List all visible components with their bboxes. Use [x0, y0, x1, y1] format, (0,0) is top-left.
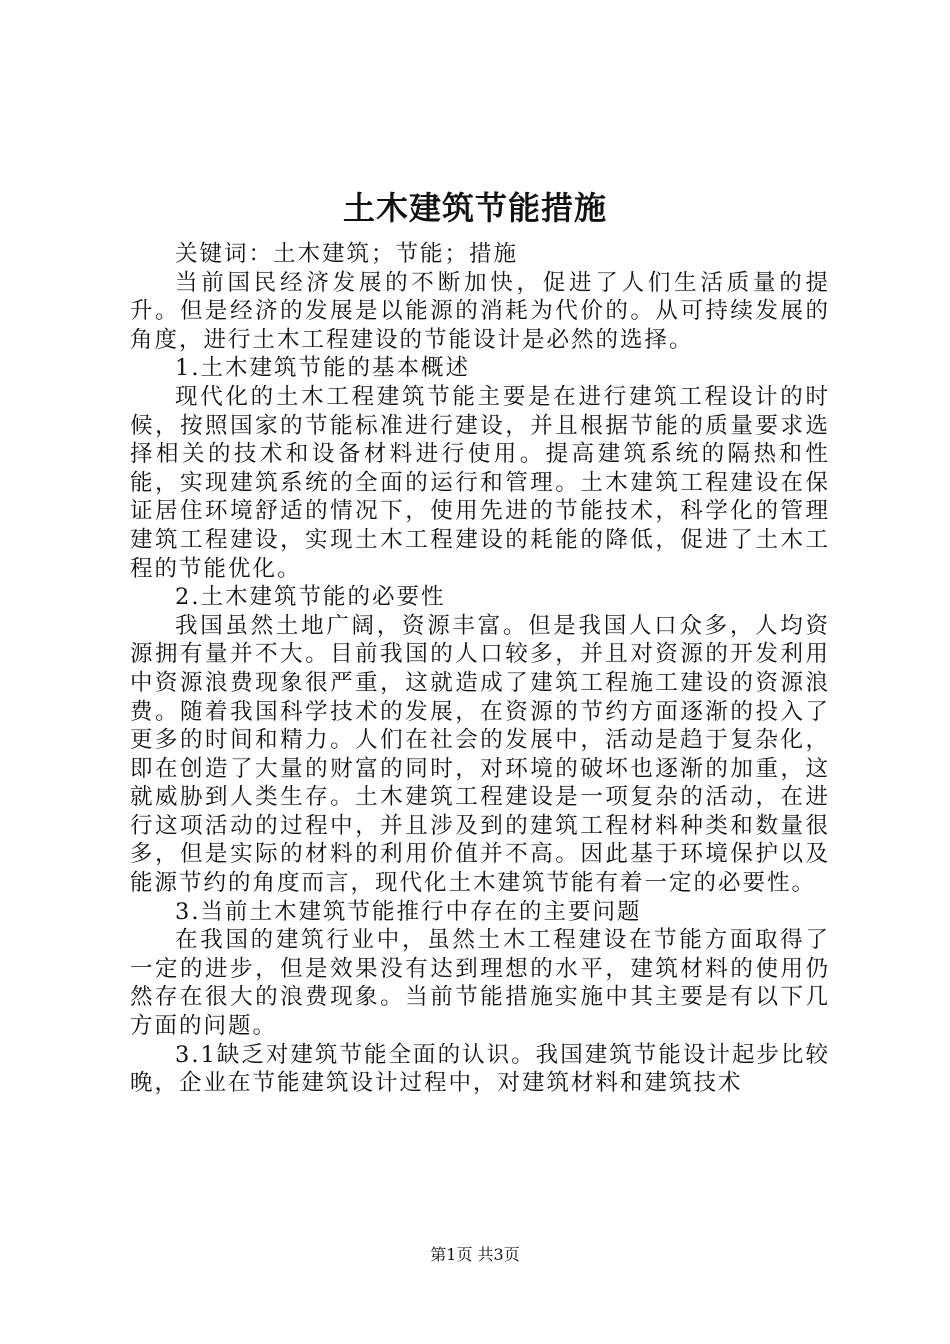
- page-number-footer: 第1页 共3页: [430, 1245, 520, 1264]
- keywords-paragraph: 关键词：土木建筑；节能；措施: [175, 241, 519, 267]
- section-3-1-paragraph: 3.1缺乏对建筑节能全面的认识。我国建筑节能设计起步比较晚，企业在节能建筑设计过程中，对建筑材料和建筑技术: [130, 1041, 830, 1097]
- section-2-paragraph: 我国虽然土地广阔，资源丰富。但是我国人口众多，人均资源拥有量并不大。目前我国的人口较多，并且对资源的开发利用中资源浪费现象很严重，这就造成了建筑工程施工建设的资源浪费。随着我国科学技术的发展，在资源的节约方面逐渐的投入了更多的时间和精力。人们在社会的发展中，活动是趋于复杂化，即在创造了大量的财富的同时，对环境的破坏也逐渐的加重，这就威胁到人类生存。土木建筑工程建设是一项复杂的活动，在进行这项活动的过程中，并且涉及到的建筑工程材料种类和数量很多，但是实际的材料的利用价值并不高。因此基于环境保护以及能源节约的角度而言，现代化土木建筑节能有着一定的必要性。: [130, 612, 830, 897]
- section-heading-1: 1.土木建筑节能的基本概述: [175, 355, 470, 382]
- document-body: [130, 240, 830, 1098]
- intro-paragraph: 当前国民经济发展的不断加快，促进了人们生活质量的提升。但是经济的发展是以能源的消耗为代价的。从可持续发展的角度，进行土木工程建设的节能设计是必然的选择。: [130, 269, 830, 353]
- section-1-paragraph: 现代化的土木工程建筑节能主要是在进行建筑工程设计的时候，按照国家的节能标准进行建设，并且根据节能的质量要求选择相关的技术和设备材料进行使用。提高建筑系统的隔热和性能，实现建筑系统的全面的运行和管理。土木建筑工程建设在保证居住环境舒适的情况下，使用先进的节能技术，科学化的管理建筑工程建设，实现土木工程建设的耗能的降低，促进了土木工程的节能优化。: [130, 383, 830, 582]
- section-3-paragraph: 在我国的建筑行业中，虽然土木工程建设在节能方面取得了一定的进步，但是效果没有达到理想的水平，建筑材料的使用仍然存在很大的浪费现象。当前节能措施实施中其主要是有以下几方面的问题。: [130, 927, 830, 1040]
- section-heading-2: 2.土木建筑节能的必要性: [175, 584, 446, 611]
- document-title: 土木建筑节能措施: [342, 189, 607, 227]
- section-heading-3: 3.当前土木建筑节能推行中存在的主要问题: [175, 898, 642, 925]
